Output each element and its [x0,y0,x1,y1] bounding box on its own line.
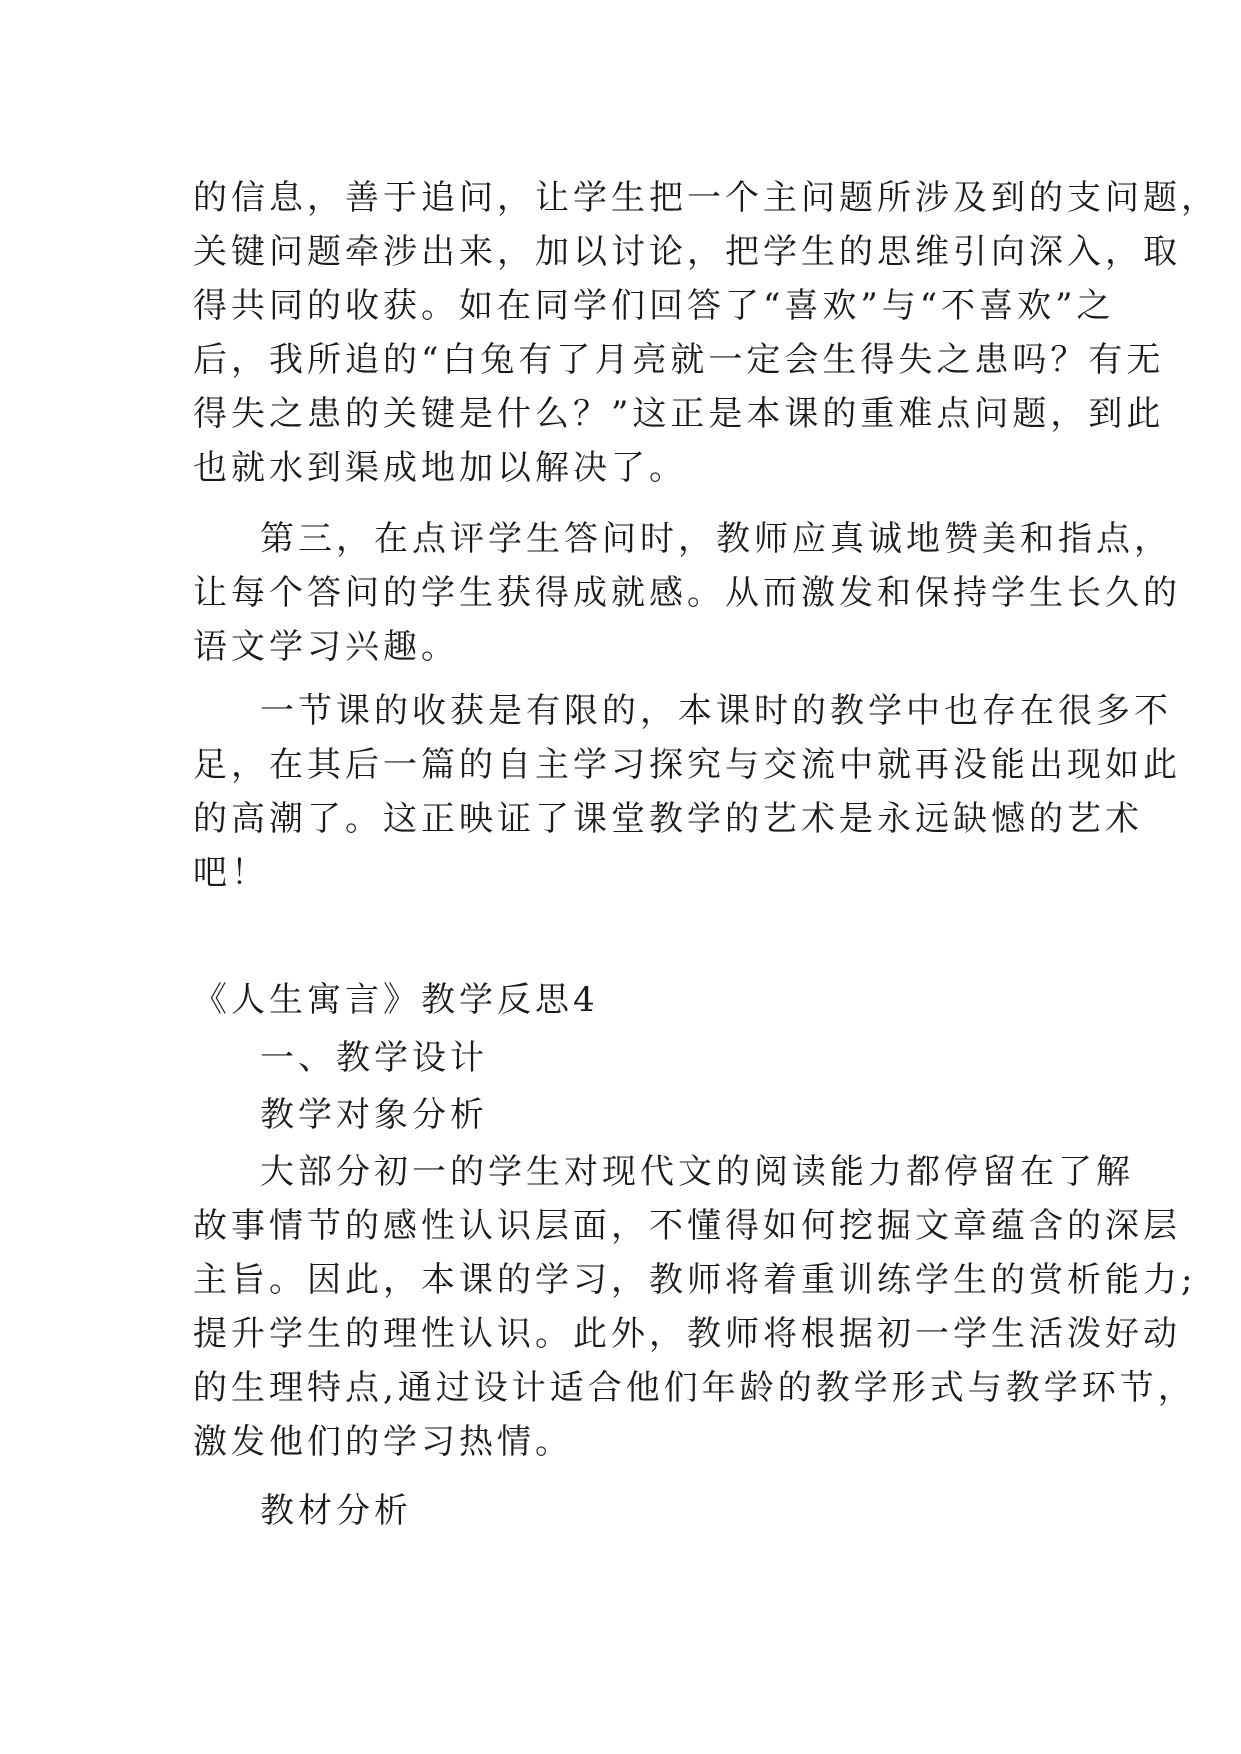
text-line: 的信息，善于追问，让学生把一个主问题所涉及到的支问题， [193,178,1219,218]
text-line: 大部分初一的学生对现代文的阅读能力都停留在了解 [260,1152,1134,1192]
heading-text: 教学对象分析 [260,1095,488,1135]
text-line: 语文学习兴趣。 [193,627,459,667]
text-line: 得共同的收获。如在同学们回答了“喜欢”与“不喜欢”之 [193,286,1115,326]
heading-text: 一、教学设计 [260,1038,488,1078]
paragraph-questioning [193,171,1219,495]
paragraph-student-analysis [193,1145,1197,1469]
text-line: 主旨。因此，本课的学习，教师将着重训练学生的赏析能力; [193,1260,1197,1300]
text-line: 提升学生的理性认识。此外，教师将根据初一学生活泼好动 [193,1314,1181,1354]
text-line: 关键问题牵涉出来，加以讨论，把学生的思维引向深入，取 [193,232,1181,272]
text-line: 激发他们的学习热情。 [193,1422,573,1462]
text-line: 第三，在点评学生答问时，教师应真诚地赞美和指点， [260,519,1172,559]
text-line: 足，在其后一篇的自主学习探究与交流中就再没能出现如此 [193,745,1181,785]
text-line: 的生理特点,通过设计适合他们年龄的教学形式与教学环节， [193,1368,1196,1408]
heading-object-analysis [193,1088,1055,1142]
text-line: 一节课的收获是有限的，本课时的教学中也存在很多不 [260,691,1172,731]
paragraph-third-point [193,512,1181,674]
text-line: 故事情节的感性认识层面，不懂得如何挖掘文章蕴含的深层 [193,1206,1181,1246]
heading-material-analysis [193,1484,1055,1538]
paragraph-conclusion [193,684,1181,900]
text-line: 也就水到渠成地加以解决了。 [193,448,687,488]
heading-teaching-design [193,1031,1055,1085]
text-line: 的高潮了。这正映证了课堂教学的艺术是永远缺憾的艺术 [193,799,1143,839]
heading-text: 教材分析 [260,1491,412,1531]
text-line: 让每个答问的学生获得成就感。从而激发和保持学生长久的 [193,573,1181,613]
section-title [193,973,1055,1027]
section-title-text: 《人生寓言》教学反思4 [193,980,599,1020]
text-line: 得失之患的关键是什么？”这正是本课的重难点问题，到此 [193,394,1165,434]
text-line: 吧！ [193,853,269,893]
text-line: 后，我所追的“白兔有了月亮就一定会生得失之患吗？有无 [193,340,1165,380]
